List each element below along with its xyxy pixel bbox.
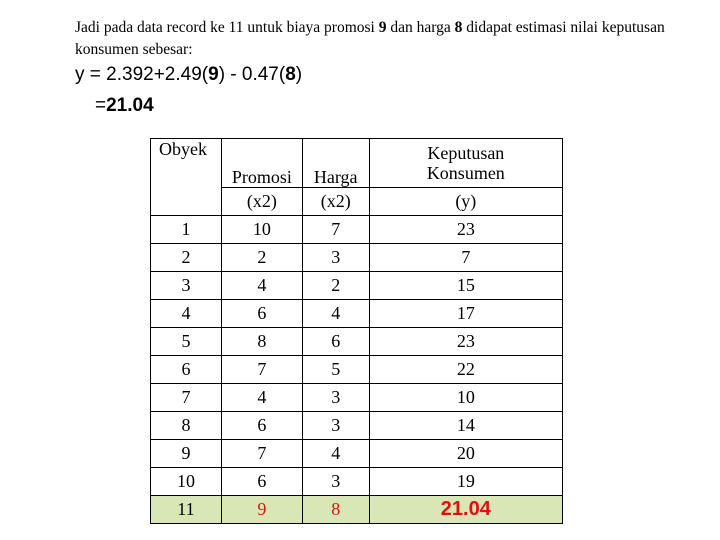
header-keputusan-line2: Konsumen	[426, 163, 505, 183]
cell-obyek: 4	[151, 300, 222, 328]
cell-harga: 3	[302, 412, 369, 440]
subheader-keputusan: (y)	[369, 188, 562, 216]
table-row	[151, 468, 563, 496]
subheader-harga: (x2)	[302, 188, 369, 216]
cell-keputusan: 22	[369, 356, 562, 384]
cell-obyek: 8	[151, 412, 222, 440]
cell-keputusan: 20	[369, 440, 562, 468]
cell-obyek: 1	[151, 216, 222, 244]
cell-promosi: 2	[221, 244, 302, 272]
cell-promosi: 6	[221, 300, 302, 328]
cell-obyek: 6	[151, 356, 222, 384]
price-value: 8	[454, 19, 463, 36]
cell-harga: 2	[302, 272, 369, 300]
cell-promosi: 6	[221, 412, 302, 440]
cell-promosi: 8	[221, 328, 302, 356]
subheader-row	[151, 188, 563, 216]
cell-keputusan: 23	[369, 216, 562, 244]
cell-promosi: 10	[221, 216, 302, 244]
cell-promosi: 4	[221, 384, 302, 412]
data-table	[150, 138, 563, 524]
promotion-value: 9	[378, 19, 387, 36]
equation-result	[95, 95, 154, 117]
cell-harga: 3	[302, 384, 369, 412]
cell-keputusan: 15	[369, 272, 562, 300]
cell-keputusan: 19	[369, 468, 562, 496]
cell-promosi: 7	[221, 356, 302, 384]
intro-part: dan harga	[386, 19, 455, 36]
cell-harga: 7	[302, 216, 369, 244]
header-obyek: Obyek	[151, 139, 222, 188]
table-row	[151, 216, 563, 244]
equation-x1: 9	[208, 64, 219, 85]
header-harga: Harga	[302, 139, 369, 188]
cell-promosi: 7	[221, 440, 302, 468]
cell-keputusan: 14	[369, 412, 562, 440]
intro-part: Jadi pada data record ke 11 untuk biaya promosi	[75, 19, 379, 36]
cell-harga: 3	[302, 244, 369, 272]
cell-harga: 4	[302, 300, 369, 328]
cell-keputusan: 23	[369, 328, 562, 356]
cell-promosi: 4	[221, 272, 302, 300]
cell-obyek: 7	[151, 384, 222, 412]
cell-obyek: 9	[151, 440, 222, 468]
equation-part: ) - 0.47(	[218, 64, 286, 85]
header-row	[151, 139, 563, 188]
table-row	[151, 244, 563, 272]
table-row	[151, 356, 563, 384]
table-row	[151, 412, 563, 440]
cell-obyek: 5	[151, 328, 222, 356]
header-keputusan	[369, 139, 562, 188]
subheader-obyek	[151, 188, 222, 216]
cell-harga: 3	[302, 468, 369, 496]
table-row	[151, 384, 563, 412]
header-promosi: Promosi	[221, 139, 302, 188]
table-row	[151, 496, 563, 524]
cell-obyek: 3	[151, 272, 222, 300]
cell-keputusan: 21.04	[369, 496, 562, 524]
subheader-promosi: (x2)	[221, 188, 302, 216]
cell-obyek: 10	[151, 468, 222, 496]
cell-promosi: 9	[221, 496, 302, 524]
cell-harga: 8	[302, 496, 369, 524]
equation-part: y = 2.392+2.49(	[75, 64, 209, 85]
cell-harga: 4	[302, 440, 369, 468]
cell-keputusan: 7	[369, 244, 562, 272]
header-keputusan-line1: Keputusan	[427, 143, 505, 163]
cell-obyek: 11	[151, 496, 222, 524]
intro-text	[75, 17, 675, 61]
cell-harga: 6	[302, 328, 369, 356]
intro-part: didapat estimasi nilai keputusan konsumen sebesar:	[75, 19, 665, 58]
cell-keputusan: 10	[369, 384, 562, 412]
table-row	[151, 440, 563, 468]
result-value: 21.04	[106, 95, 154, 116]
cell-promosi: 6	[221, 468, 302, 496]
equals-sign: =	[95, 95, 107, 116]
cell-keputusan: 17	[369, 300, 562, 328]
equation-x2: 8	[285, 64, 296, 85]
table-row	[151, 300, 563, 328]
cell-obyek: 2	[151, 244, 222, 272]
equation-part: )	[295, 64, 303, 85]
cell-harga: 5	[302, 356, 369, 384]
regression-equation	[75, 64, 302, 86]
table-row	[151, 328, 563, 356]
table-row	[151, 272, 563, 300]
